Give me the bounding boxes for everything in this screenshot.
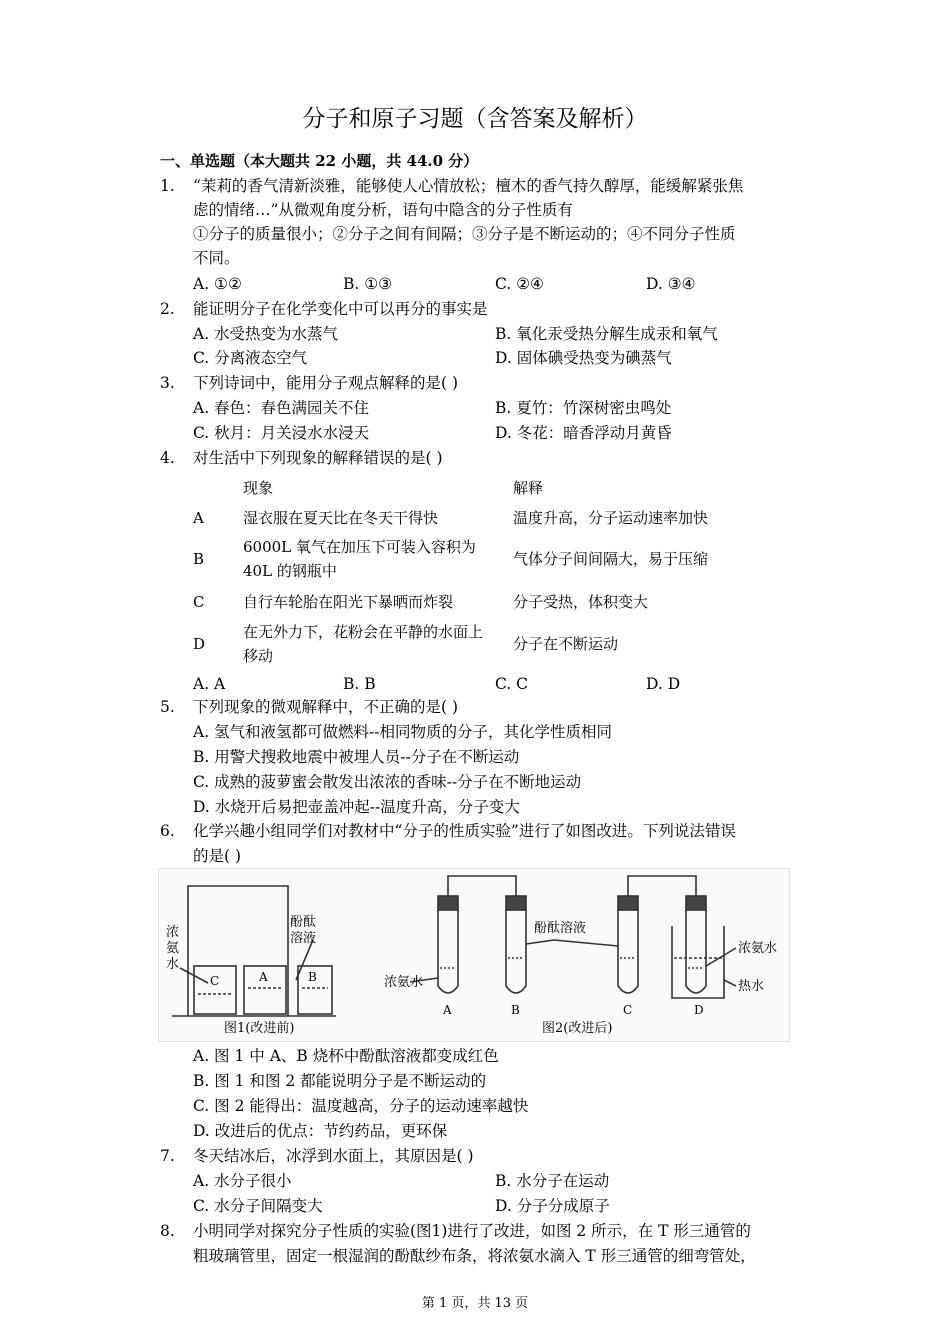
question-number: 3.	[160, 374, 175, 392]
question-number: 6.	[160, 822, 175, 840]
option: B. 水分子在运动	[495, 1172, 610, 1190]
option: A. 图 1 中 A、B 烧杯中酚酞溶液都变成红色	[193, 1047, 499, 1065]
option: D. 水烧开后易把壶盖冲起--温度升高，分子变大	[193, 798, 520, 816]
question-number: 1.	[160, 177, 175, 195]
question-text: 下列现象的微观解释中，不正确的是( )	[193, 698, 459, 716]
fig1-label: C	[210, 974, 220, 988]
option: C. 秋月：月关浸水水浸天	[193, 424, 370, 442]
fig1-label: 酚酞	[290, 915, 317, 930]
table-cell-key: D	[193, 635, 206, 653]
option: A. 春色：春色满园关不住	[193, 399, 370, 417]
option: A. A	[193, 675, 226, 693]
question-text: “茉莉的香气清新淡雅，能够使人心情放松；檀木的香气持久醇厚，能缓解紧张焦	[193, 177, 744, 195]
table-cell: 40L 的钢瓶中	[243, 562, 337, 580]
question-number: 2.	[160, 300, 175, 318]
table-cell-key: B	[193, 550, 205, 568]
table-cell-key: C	[193, 593, 205, 611]
question-number: 8.	[160, 1222, 175, 1240]
table-cell: 湿衣服在夏天比在冬天干得快	[243, 509, 439, 527]
question-number: 4.	[160, 449, 175, 467]
fig2-label: 酚酞溶液	[534, 921, 587, 936]
table-cell: 气体分子间间隔大，易于压缩	[513, 550, 709, 568]
fig1-label: 浓	[166, 925, 180, 940]
table-cell: 分子受热，体积变大	[513, 593, 649, 611]
option: D. D	[646, 675, 681, 693]
question-text: 冬天结冰后，冰浮到水面上，其原因是( )	[193, 1147, 474, 1165]
option: B. 夏竹：竹深树密虫鸣处	[495, 399, 672, 417]
option: A. 水分子很小	[193, 1172, 292, 1190]
page-title: 分子和原子习题（含答案及解析）	[302, 106, 648, 132]
fig1-label: A	[259, 970, 268, 984]
table-header: 现象	[243, 479, 274, 497]
fig2-label: D	[694, 1003, 704, 1017]
fig2-caption: 图2(改进后)	[542, 1021, 613, 1036]
option: B. ①③	[343, 275, 393, 293]
table-cell: 移动	[243, 647, 274, 665]
fig1-label: 氨	[166, 941, 180, 956]
fig2-label: B	[511, 1003, 520, 1017]
fig1-caption: 图1(改进前)	[224, 1021, 295, 1036]
fig1-label: 水	[166, 957, 180, 972]
option: D. ③④	[646, 275, 696, 293]
option: C. C	[495, 675, 529, 693]
question-text: 下列诗词中，能用分子观点解释的是( )	[193, 374, 459, 392]
option: A. 氢气和液氢都可做燃料--相同物质的分子，其化学性质相同	[193, 723, 613, 741]
question-text: 对生活中下列现象的解释错误的是( )	[193, 449, 443, 467]
question-number: 5.	[160, 698, 175, 716]
table-cell: 温度升高，分子运动速率加快	[513, 509, 709, 527]
table-cell: 6000L 氧气在加压下可装入容积为	[243, 538, 476, 556]
question-text: 粗玻璃管里，固定一根湿润的酚酞纱布条，将浓氨水滴入 T 形三通管的细弯管处，	[193, 1247, 756, 1265]
table-header: 解释	[513, 479, 544, 497]
option: D. 固体碘受热变为碘蒸气	[495, 349, 672, 367]
option: A. 水受热变为水蒸气	[193, 325, 339, 343]
question-text: 虑的情绪…”从微观角度分析，语句中隐含的分子性质有	[193, 201, 573, 219]
option: D. 改进后的优点：节约药品，更环保	[193, 1122, 448, 1140]
question-text: 能证明分子在化学变化中可以再分的事实是	[193, 300, 488, 318]
option: D. 冬花：暗香浮动月黄昏	[495, 424, 672, 442]
fig2-label: A	[443, 1003, 452, 1017]
option: C. 图 2 能得出：温度越高，分子的运动速率越快	[193, 1097, 529, 1115]
option: D. 分子分成原子	[495, 1197, 610, 1215]
question-text: 的是( )	[193, 847, 242, 865]
table-cell: 自行车轮胎在阳光下暴晒而炸裂	[243, 593, 454, 611]
option: B. B	[343, 675, 376, 693]
question-text: ①分子的质量很小；②分子之间有间隔；③分子是不断运动的；④不同分子性质	[193, 225, 736, 243]
table-cell: 分子在不断运动	[513, 635, 619, 653]
fig2-label: 热水	[738, 979, 765, 994]
option: B. 图 1 和图 2 都能说明分子是不断运动的	[193, 1072, 487, 1090]
question-number: 7.	[160, 1147, 175, 1165]
page-footer: 第 1 页，共 13 页	[421, 1296, 529, 1311]
option: A. ①②	[193, 275, 242, 293]
fig1-label: B	[308, 970, 317, 984]
table-cell-key: A	[193, 509, 204, 527]
fig2-label: 浓氨水	[384, 975, 424, 990]
question-text: 化学兴趣小组同学们对教材中“分子的性质实验”进行了如图改进。下列说法错误	[193, 822, 736, 840]
option: B. 氧化汞受热分解生成汞和氧气	[495, 325, 718, 343]
option: C. ②④	[495, 275, 544, 293]
table-cell: 在无外力下，花粉会在平静的水面上	[243, 623, 484, 641]
experiment-figure	[158, 868, 790, 1042]
option: C. 分离液态空气	[193, 349, 308, 367]
option: C. 水分子间隔变大	[193, 1197, 323, 1215]
fig2-label: 浓氨水	[738, 941, 778, 956]
fig1-label: 溶液	[290, 931, 317, 946]
question-text: 小明同学对探究分子性质的实验(图1)进行了改进，如图 2 所示，在 T 形三通管的	[193, 1222, 751, 1240]
section-heading: 一、单选题（本大题共 22 小题，共 44.0 分）	[160, 152, 479, 170]
option: B. 用警犬搜救地震中被埋人员--分子在不断运动	[193, 748, 520, 766]
question-text: 不同。	[193, 249, 240, 267]
fig2-label: C	[623, 1003, 633, 1017]
option: C. 成熟的菠萝蜜会散发出浓浓的香味--分子在不断地运动	[193, 773, 582, 791]
